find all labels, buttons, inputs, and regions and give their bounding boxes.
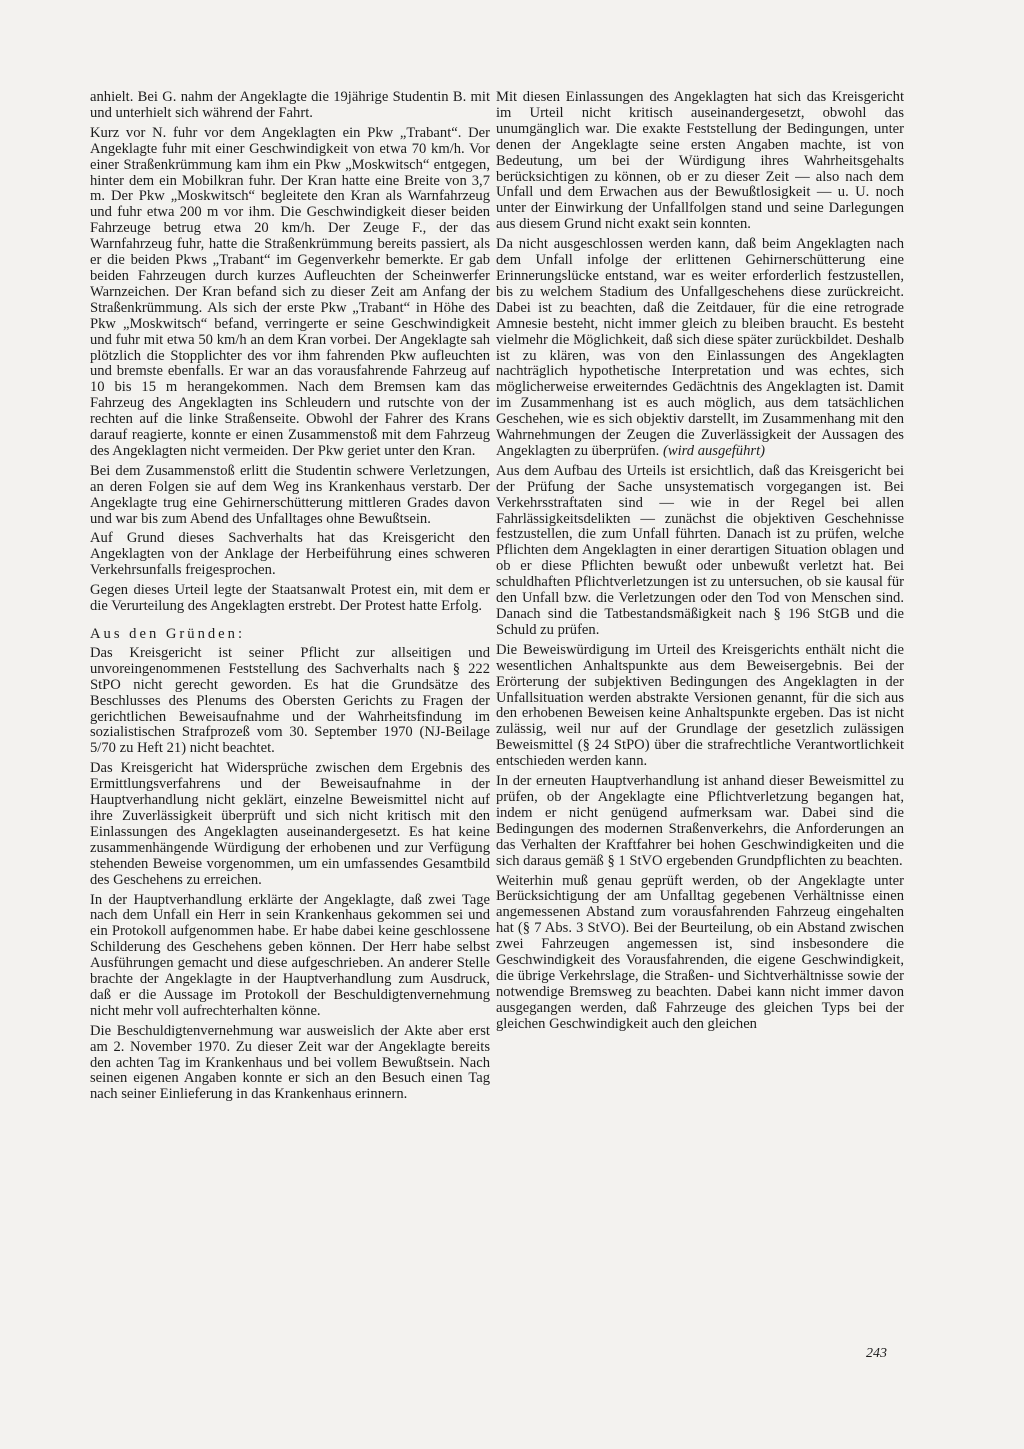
paragraph: In der erneuten Hauptverhandlung ist anhand dieser Beweismittel zu prüfen, ob der Angeklagte eine Pflichtverletzung begangen hat, indem er nicht genügend aufmerksam war. Dabei sind die Bedingungen des modernen Straßenverkehrs, die Anforderungen an das Verhalten der Kraftfahrer bei hohen Geschwindigkeiten und die sich daraus gemäß § 1 StVO ergebenden Grundpflichten zu beachten. <box>496 773 904 869</box>
paragraph-text: Da nicht ausgeschlossen werden kann, daß beim Angeklagten nach dem Unfall infolge der erlittenen Gehirnerschütterung eine Erinnerungslücke entstand, war es weiter erforderlich festzustellen, bis zu welchem Stadium des Unfallgeschehens diese zurückreicht. Dabei ist zu beachten, daß die Zeitdauer, für die eine retrograde Amnesie besteht, nicht immer gleich zu bleiben braucht. Es besteht vielmehr die Möglichkeit, daß sich diese später zurückbildet. Deshalb ist zu klären, was von den Einlassungen des Angeklagten nachträglich hypothetische Interpretation und was echtes, sich möglicherweise erweiterndes Gedächtnis des Angeklagten ist. Damit im Zusammenhang ist es auch möglich, aus dem tatsächlichen Geschehen, wie es sich objektiv darstellt, im Zusammenhang mit den Wahrnehmungen der Zeugen die Zuverlässigkeit der Aussagen des Angeklagten zu überprüfen. <box>496 236 904 459</box>
paragraph: Die Beschuldigtenvernehmung war ausweislich der Akte aber erst am 2. November 1970. Zu dieser Zeit war der Angeklagte bereits den achten Tag im Krankenhaus und bei vollem Bewußtsein. Nach seinen eigenen Angaben konnte er sich an den Besuch einen Tag nach seiner Einlieferung in das Krankenhaus erinnern. <box>90 1022 490 1103</box>
section-heading: Aus den Gründen: <box>90 626 246 642</box>
paragraph: In der Hauptverhandlung erklärte der Angeklagte, daß zwei Tage nach dem Unfall ein Herr in sein Krankenhaus gekommen sei und ein Protokoll aufgenommen habe. Er habe dabei keine geschlossene Schilderung des Geschehens geben können. Der Herr habe selbst Ausführungen gemacht und diese aufgeschrieben. An anderer Stelle brachte der Angeklagte in der Hauptverhandlung zum Ausdruck, daß er die Aussage im Protokoll der Beschuldigtenvernehmung nicht mehr voll aufrechterhalten könne. <box>90 891 490 1019</box>
paragraph: Das Kreisgericht ist seiner Pflicht zur allseitigen und unvoreingenommenen Feststellung des Sachverhalts nach § 222 StPO nicht gerecht geworden. Es hat die Grundsätze des Beschlusses des Plenums des Obersten Gerichts zu Fragen der gerichtlichen Beweisaufnahme und der Wahrheitsfindung im sozialistischen Strafprozeß vom 30. September 1970 (NJ-Beilage 5/70 zu Heft 21) nicht beachtet. <box>90 644 490 757</box>
paragraph: anhielt. Bei G. nahm der Angeklagte die 19jährige Studentin B. mit und unterhielt sich während der Fahrt. <box>90 89 490 121</box>
page-number: 243 <box>866 1346 887 1361</box>
paragraph: Die Beweiswürdigung im Urteil des Kreisgerichts enthält nicht die wesentlichen Anhaltspunkte aus dem Beweisergebnis. Bei der Erörterung der subjektiven Bedingungen des Angeklagten in der Unfallsituation werden abstrakte Versionen genannt, für die sich aus den erhobenen Beweisen keine Anhaltspunkte ergeben. Das ist nicht zulässig, weil nur auf der Grundlage der gesetzlich zulässigen Beweismittel (§ 24 StPO) über die strafrechtliche Verantwortlichkeit entschieden werden kann. <box>496 641 904 770</box>
paragraph <box>496 237 904 460</box>
paragraph: Kurz vor N. fuhr vor dem Angeklagten ein Pkw „Trabant“. Der Angeklagte fuhr mit einer Geschwindigkeit von etwa 70 km/h. Vor einer Straßenkrümmung kam ihm ein Pkw „Moskwitsch“ entgegen, hinter dem ein Mobilkran fuhr. Der Kran hatte eine Breite von 3,7 m. Der Pkw „Moskwitsch“ begleitete den Kran als Warnfahrzeug und fuhr etwa 200 m vor ihm. Die Geschwindigkeit dieser beiden Fahrzeuge betrug etwa 20 km/h. Der Zeuge F., der das Warnfahrzeug fuhr, hatte die Straßenkrümmung bereits passiert, als er die beiden Pkws „Trabant“ im Gegenverkehr bemerkte. Er gab beiden Fahrzeugen durch kurzes Aufleuchten der Scheinwerfer Warnzeichen. Der Kran befand sich zu dieser Zeit am Anfang der Straßenkrümmung. Als sich der erste Pkw „Trabant“ in Höhe des Pkw „Moskwitsch“ befand, verringerte er seine Geschwindigkeit und fuhr mit etwa 50 km/h an dem Kran vorbei. Der Angeklagte sah plötzlich die Stopplichter des vor ihm fahrenden Pkw aufleuchten und bremste ebenfalls. Er war an das vorausfahrende Fahrzeug auf 10 bis 15 m herangekommen. Nach dem Bremsen kam das Fahrzeug des Angeklagten ins Schleudern und rutschte von der rechten auf die linke Straßenseite. Obwohl der Fahrer des Krans darauf reagierte, konnte er einen Zusammenstoß mit dem Fahrzeug des Angeklagten nicht vermeiden. Der Pkw geriet unter den Kran. <box>90 124 490 459</box>
left-column <box>90 90 490 1107</box>
paragraph: Gegen dieses Urteil legte der Staatsanwalt Protest ein, mit dem er die Verurteilung des Angeklagten erstrebt. Der Protest hatte Erfolg. <box>90 582 490 615</box>
paragraph: Mit diesen Einlassungen des Angeklagten hat sich das Kreisgericht im Urteil nicht kritisch auseinandergesetzt, obwohl das unumgänglich war. Die exakte Feststellung der Bedingungen, unter denen der Angeklagte seine ersten Angaben machte, ist von Bedeutung, um bei der Würdigung ihres Wahrheitsgehalts berücksichtigen zu können, ob er zu dieser Zeit — also nach dem Unfall und dem Erwachen aus der Bewußtlosigkeit — u. U. noch unter der Einwirkung der Unfallfolgen stand und seine Darlegungen aus diesem Grund nicht exakt sein konnten. <box>496 89 904 233</box>
paragraph: Auf Grund dieses Sachverhalts hat das Kreisgericht den Angeklagten von der Anklage der Herbeiführung eines schweren Verkehrsunfalls freigesprochen. <box>90 530 490 579</box>
paragraph: Bei dem Zusammenstoß erlitt die Studentin schwere Verletzungen, an deren Folgen sie auf dem Weg ins Krankenhaus verstarb. Der Angeklagte trug eine Gehirnerschütterung mittleren Grades davon und war bis zum Abend des Unfalltages ohne Bewußtsein. <box>90 462 490 527</box>
paragraph: Aus dem Aufbau des Urteils ist ersichtlich, daß das Kreisgericht bei der Prüfung der Sache unsystematisch vorgegangen ist. Bei Verkehrsstraftaten sind — wie in der Regel bei allen Fahrlässigkeitsdelikten — zunächst die objektiven Geschehnisse festzustellen, die zum Unfall führten. Danach ist zu prüfen, welche Pflichten dem Angeklagten in einer derartigen Situation oblagen und ob er diese Pflichten bewußt oder unbewußt verletzt hat. Bei schuldhaften Pflichtverletzungen ist zu untersuchen, ob sie kausal für den Unfall bzw. die Verletzungen oder den Tod von Menschen sind. Danach sind die Tatbestandsmäßigkeit nach § 196 StGB und die Schuld zu prüfen. <box>496 462 904 638</box>
paragraph: Weiterhin muß genau geprüft werden, ob der Angeklagte unter Berücksichtigung der am Unfalltag gegebenen Verhältnisse einen angemessenen Abstand zum vorausfahrenden Fahrzeug eingehalten hat (§ 7 Abs. 3 StVO). Bei der Beurteilung, ob ein Abstand zwischen zwei Fahrzeugen angemessen ist, sind insbesondere die Geschwindigkeit des Vorausfahrenden, die eigene Geschwindigkeit, die übrige Verkehrslage, die Straßen- und Sichtverhältnisse sowie der notwendige Bremsweg zu beachten. Dabei kann nicht immer davon ausgegangen werden, daß Fahrzeuge des gleichen Typs bei der gleichen Geschwindigkeit auch den gleichen <box>496 872 904 1032</box>
paragraph: Das Kreisgericht hat Widersprüche zwischen dem Ergebnis des Ermittlungsverfahrens und der Beweisaufnahme in der Hauptverhandlung nicht geklärt, einzelne Beweismittel nicht auf ihre Zuverlässigkeit überprüft und sich nicht kritisch mit den Einlassungen des Angeklagten auseinandergesetzt. Es hat keine zusammenhängende Würdigung der erhobenen und zur Verfügung stehenden Beweise vorgenommen, um ein umfassendes Gesamtbild des Geschehens zu erreichen. <box>90 760 490 888</box>
right-column <box>496 90 904 1037</box>
editorial-note: (wird ausgeführt) <box>662 442 765 459</box>
